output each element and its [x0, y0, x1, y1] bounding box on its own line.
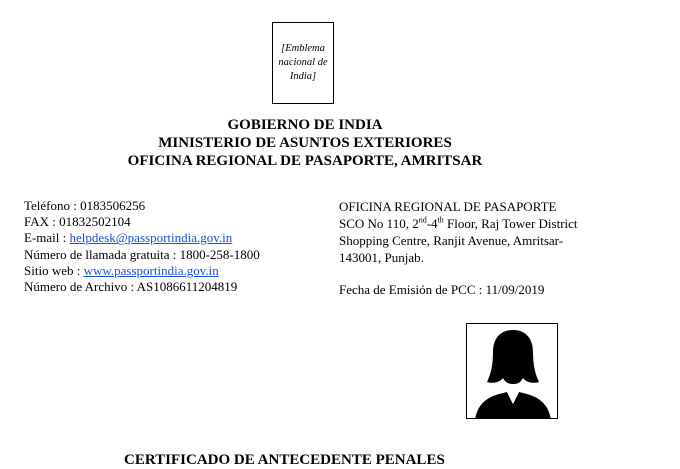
header-ministry: MINISTERIO DE ASUNTOS EXTERIORES — [158, 135, 452, 151]
office-address-block — [339, 198, 619, 266]
address-post: Floor, Raj Tower District — [443, 216, 578, 231]
fax-line — [24, 214, 260, 230]
issue-date-label: Fecha de Emisión de PCC : — [339, 282, 486, 297]
file-number-value: AS1086611204819 — [136, 279, 238, 295]
office-address-line2: Shopping Centre, Ranjit Avenue, Amritsar- — [339, 233, 564, 248]
email-line — [24, 230, 260, 246]
office-address-line3: 143001, Punjab. — [339, 250, 424, 265]
phone-value: 0183506256 — [80, 198, 146, 213]
contact-block — [24, 198, 260, 295]
address-mid: -4 — [426, 216, 438, 231]
tollfree-line — [24, 247, 260, 263]
emblem-placeholder — [272, 22, 334, 104]
header-office: OFICINA REGIONAL DE PASAPORTE, AMRITSAR — [127, 153, 483, 169]
person-silhouette-icon — [467, 324, 558, 419]
address-sup-th: th — [437, 215, 444, 225]
tollfree-label: Número de llamada gratuita : — [24, 246, 180, 262]
website-link[interactable]: www.passportindia.gov.in — [83, 262, 219, 278]
email-link[interactable]: helpdesk@passportindia.gov.in — [69, 230, 233, 246]
fax-label: FAX : — [24, 214, 60, 230]
address-sup-nd: nd — [418, 215, 427, 225]
phone-label: Teléfono : — [24, 198, 81, 213]
header-government: GOBIERNO DE INDIA — [227, 117, 383, 133]
website-label: Sitio web : — [24, 262, 84, 278]
issue-date-line — [339, 282, 544, 298]
website-line — [24, 263, 260, 279]
tollfree-value: 1800-258-1800 — [179, 246, 260, 262]
certificate-title: CERTIFICADO DE ANTECEDENTE PENALES — [124, 452, 445, 468]
emblem-placeholder-text: [Emblema nacional de India] — [278, 43, 328, 82]
office-address-line1 — [339, 215, 619, 232]
applicant-photo — [466, 323, 558, 419]
email-label: E-mail : — [24, 230, 70, 246]
office-name: OFICINA REGIONAL DE PASAPORTE — [339, 199, 557, 214]
address-pre: SCO No 110, 2 — [339, 216, 419, 231]
file-number-line — [24, 279, 260, 295]
phone-line — [24, 198, 260, 214]
file-number-label: Número de Archivo : — [24, 279, 137, 295]
fax-value: 01832502104 — [59, 214, 131, 230]
issue-date-value: 11/09/2019 — [485, 282, 545, 297]
